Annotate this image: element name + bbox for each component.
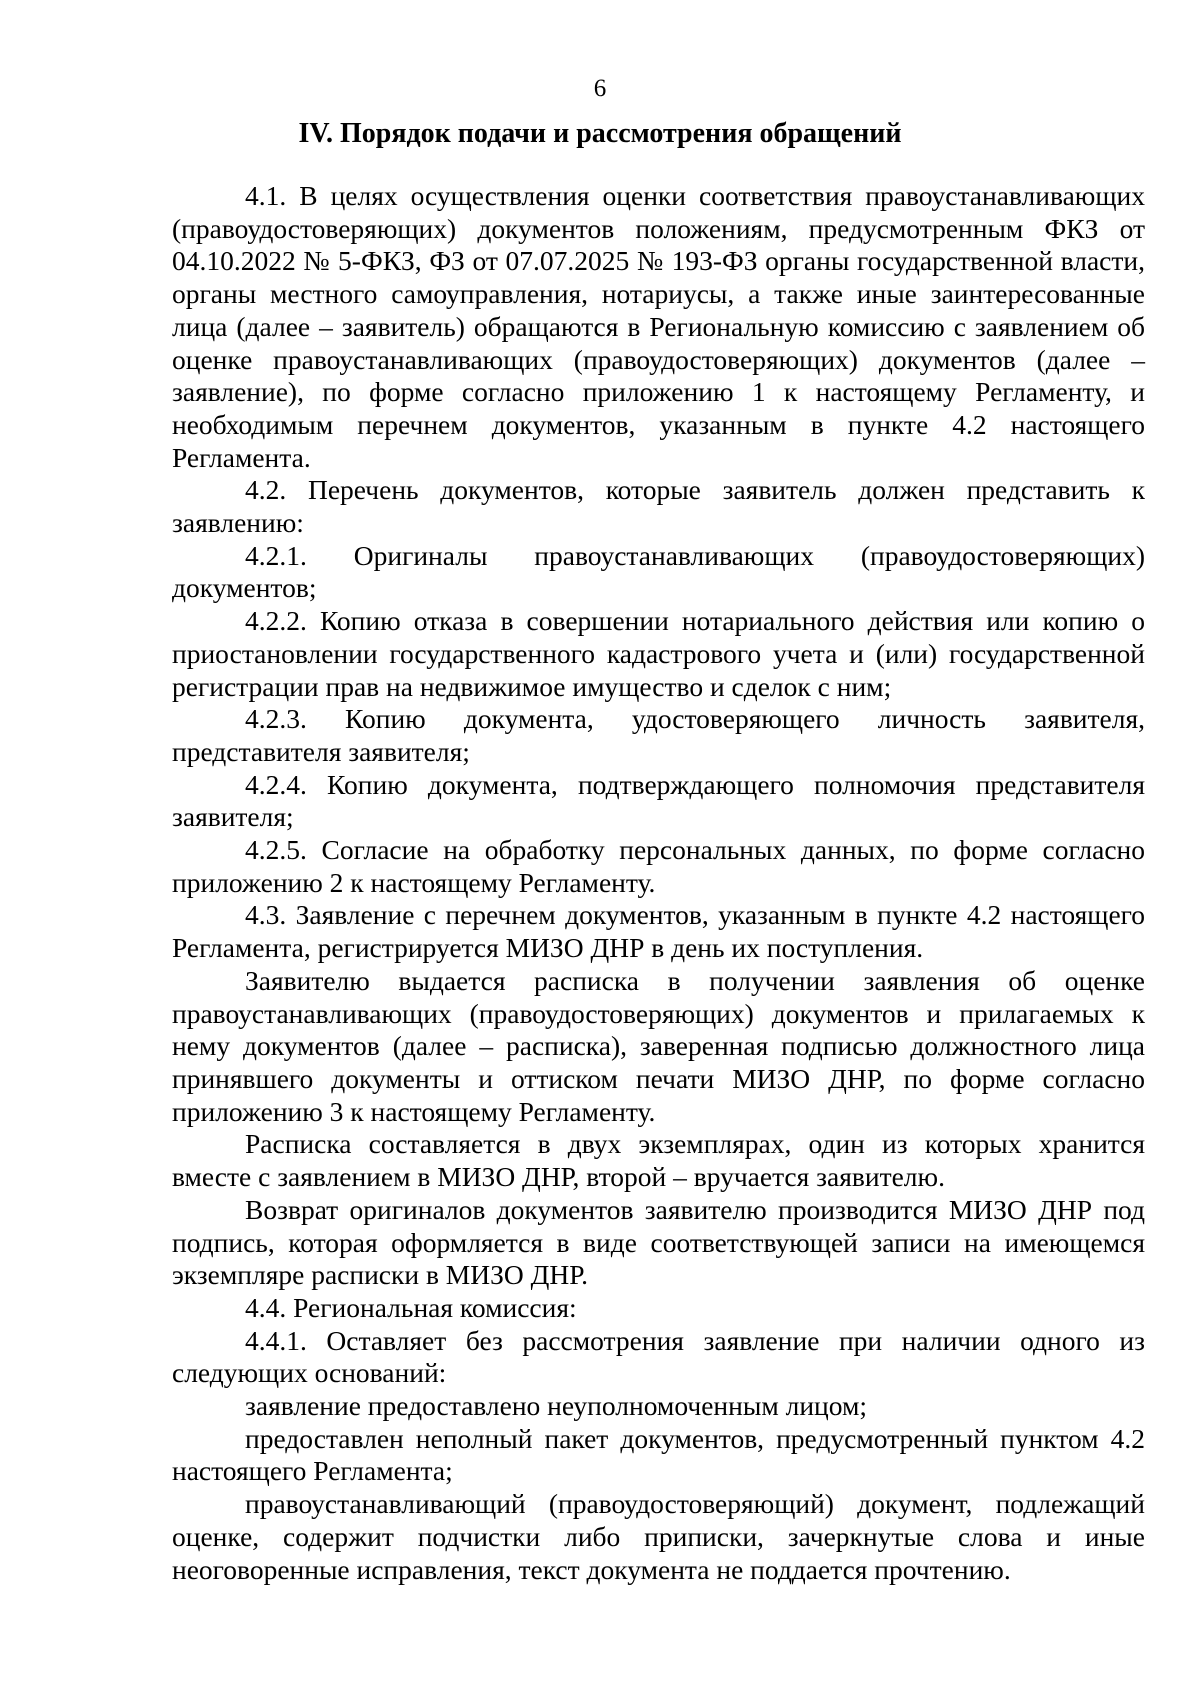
paragraph-4-2-2: 4.2.2. Копию отказа в совершении нотариального действия или копию о приостановлении государственного кадастрового учета и (или) государственной регистрации прав на недвижимое имущество и сделок с ним; xyxy=(172,605,1145,702)
paragraph-4-4-1: 4.4.1. Оставляет без рассмотрения заявление при наличии одного из следующих оснований: xyxy=(172,1324,1145,1389)
paragraph-ground-corrections: правоустанавливающий (правоудостоверяющий) документ, подлежащий оценке, содержит подчистки либо приписки, зачеркнутые слова и иные неоговоренные исправления, текст документа не поддается прочтению. xyxy=(172,1488,1145,1585)
paragraph-4-1: 4.1. В целях осуществления оценки соответствия правоустанавливающих (правоудостоверяющих) документов положениям, предусмотренным ФКЗ от 04.10.2022 № 5-ФКЗ, ФЗ от 07.07.2025 № 193-ФЗ органы государственной власти, органы местного самоуправления, нотариусы, а также иные заинтересованные лица (далее – заявитель) обращаются в Региональную комиссию с заявлением об оценке правоустанавливающих (правоудостоверяющих) документов (далее – заявление), по форме согласно приложению 1 к настоящему Регламенту, и необходимым перечнем документов, указанным в пункте 4.2 настоящего Регламента. xyxy=(172,180,1145,473)
paragraph-4-2: 4.2. Перечень документов, которые заявитель должен представить к заявлению: xyxy=(172,474,1145,539)
paragraph-4-4: 4.4. Региональная комиссия: xyxy=(245,1291,577,1323)
section-title: IV. Порядок подачи и рассмотрения обращений xyxy=(298,118,902,149)
paragraph-4-2-5: 4.2.5. Согласие на обработку персональных данных, по форме согласно приложению 2 к настоящему Регламенту. xyxy=(172,834,1145,898)
page-number: 6 xyxy=(593,75,607,102)
paragraph-ground-unauthorized: заявление предоставлено неуполномоченным лицом; xyxy=(245,1390,868,1422)
paragraph-4-3: 4.3. Заявление с перечнем документов, указанным в пункте 4.2 настоящего Регламента, регистрируется МИЗО ДНР в день их поступления. xyxy=(172,899,1145,964)
paragraph-receipt-copies: Расписка составляется в двух экземплярах, один из которых хранится вместе с заявлением в МИЗО ДНР, второй – вручается заявителю. xyxy=(172,1128,1145,1193)
document-body xyxy=(172,180,1145,1586)
paragraph-originals-return: Возврат оригиналов документов заявителю производится МИЗО ДНР под подпись, которая оформляется в виде соответствующей записи на имеющемся экземпляре расписки в МИЗО ДНР. xyxy=(172,1193,1145,1291)
paragraph-4-2-1: 4.2.1. Оригиналы правоустанавливающих (правоудостоверяющих) документов; xyxy=(172,539,1145,604)
paragraph-4-2-4: 4.2.4. Копию документа, подтверждающего полномочия представителя заявителя; xyxy=(172,768,1145,833)
paragraph-ground-incomplete: предоставлен неполный пакет документов, предусмотренный пунктом 4.2 настоящего Регламента; xyxy=(172,1422,1145,1487)
paragraph-receipt-issued: Заявителю выдается расписка в получении заявления об оценке правоустанавливающих (правоудостоверяющих) документов и прилагаемых к нему документов (далее – расписка), заверенная подписью должностного лица принявшего документы и оттиском печати МИЗО ДНР, по форме согласно приложению 3 к настоящему Регламенту. xyxy=(172,964,1145,1127)
paragraph-4-2-3: 4.2.3. Копию документа, удостоверяющего личность заявителя, представителя заявителя; xyxy=(172,703,1145,767)
